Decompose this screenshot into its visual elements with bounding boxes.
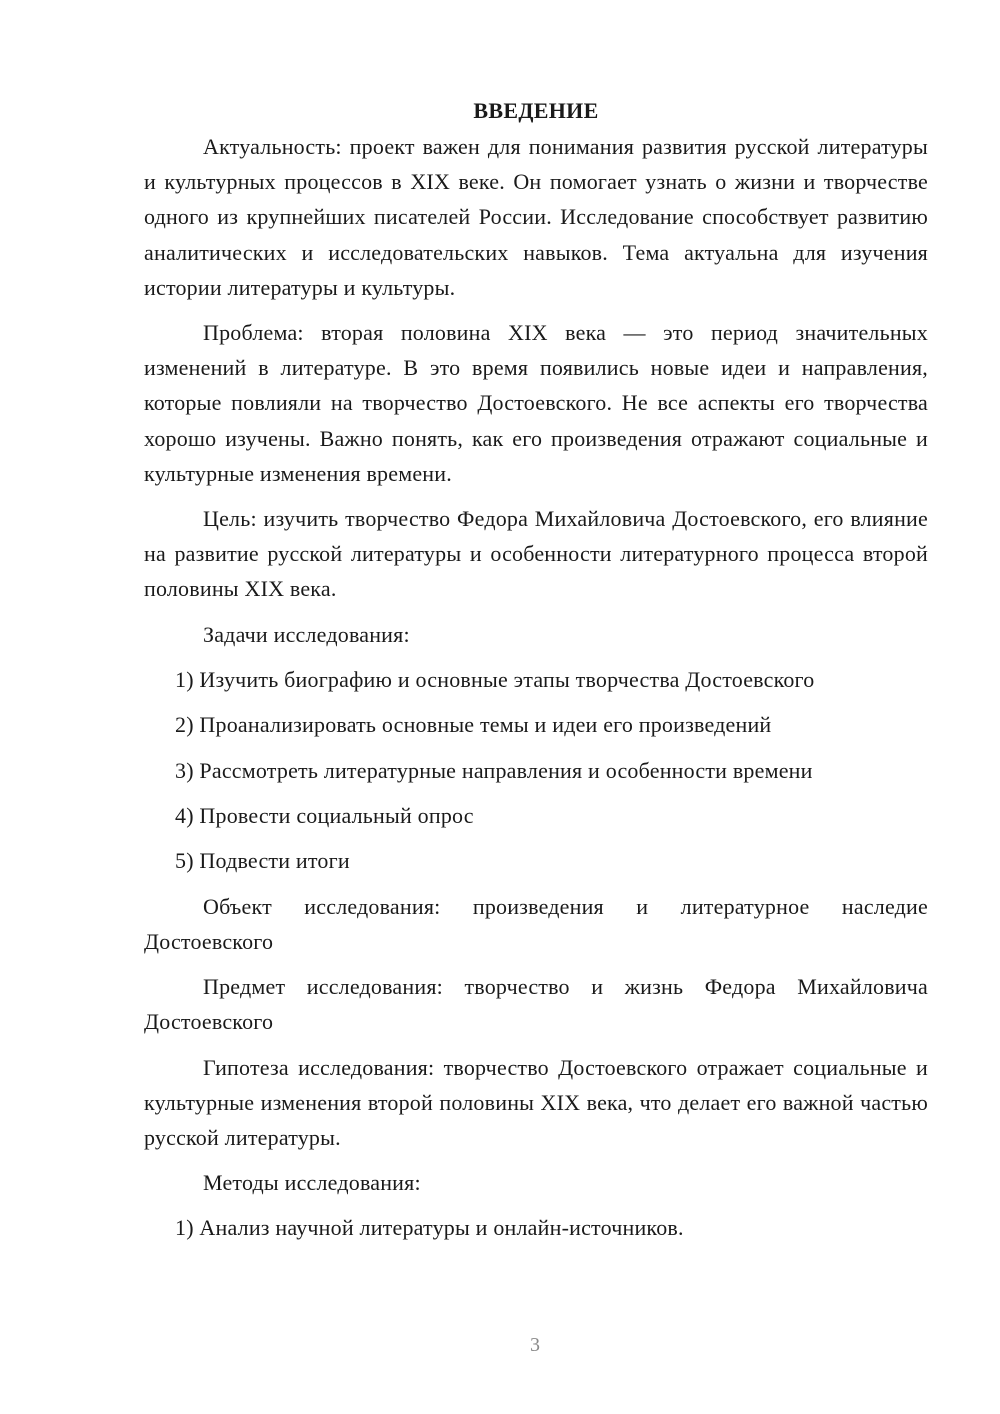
page-title: ВВЕДЕНИЕ <box>473 98 599 123</box>
methods-heading: Методы исследования: <box>203 1170 421 1196</box>
tasks-heading: Задачи исследования: <box>203 621 410 647</box>
relevance-paragraph: Актуальность: проект важен для понимания развития русской литературы и культурных процессов в XIX веке. Он помогает узнать о жизни и творчестве одного из крупнейших писателей России. Исследование способствует развитию аналитических и исследовательских навыков. Тема актуальна для изучения истории литературы и культуры. <box>144 134 928 300</box>
hypothesis-paragraph: Гипотеза исследования: творчество Достоевского отражает социальные и культурные изменения второй половины XIX века, что делает его важной частью русской литературы. <box>144 1054 928 1151</box>
goal-paragraph: Цель: изучить творчество Федора Михайловича Достоевского, его влияние на развитие русской литературы и особенности литературного процесса второй половины XIX века. <box>144 506 928 602</box>
object-paragraph: Объект исследования: произведения и литературное наследие Достоевского <box>144 893 928 954</box>
task-item: 3) Рассмотреть литературные направления и особенности времени <box>175 757 813 783</box>
task-item: 4) Провести социальный опрос <box>175 803 474 829</box>
task-item: 5) Подвести итоги <box>175 848 350 874</box>
page-number: 3 <box>530 1334 540 1356</box>
method-item: 1) Анализ научной литературы и онлайн-источников. <box>175 1215 684 1241</box>
task-item: 2) Проанализировать основные темы и идеи его произведений <box>175 712 772 738</box>
problem-paragraph: Проблема: вторая половина XIX века — это период значительных изменений в литературе. В это время появились новые идеи и направления, которые повлияли на творчество Достоевского. Не все аспекты его творчества хорошо изучены. Важно понять, как его произведения отражают социальные и культурные изменения времени. <box>144 320 928 486</box>
task-item: 1) Изучить биографию и основные этапы творчества Достоевского <box>175 666 815 692</box>
subject-paragraph: Предмет исследования: творчество и жизнь Федора Михайловича Достоевского <box>144 974 928 1035</box>
document-page <box>144 93 928 1256</box>
